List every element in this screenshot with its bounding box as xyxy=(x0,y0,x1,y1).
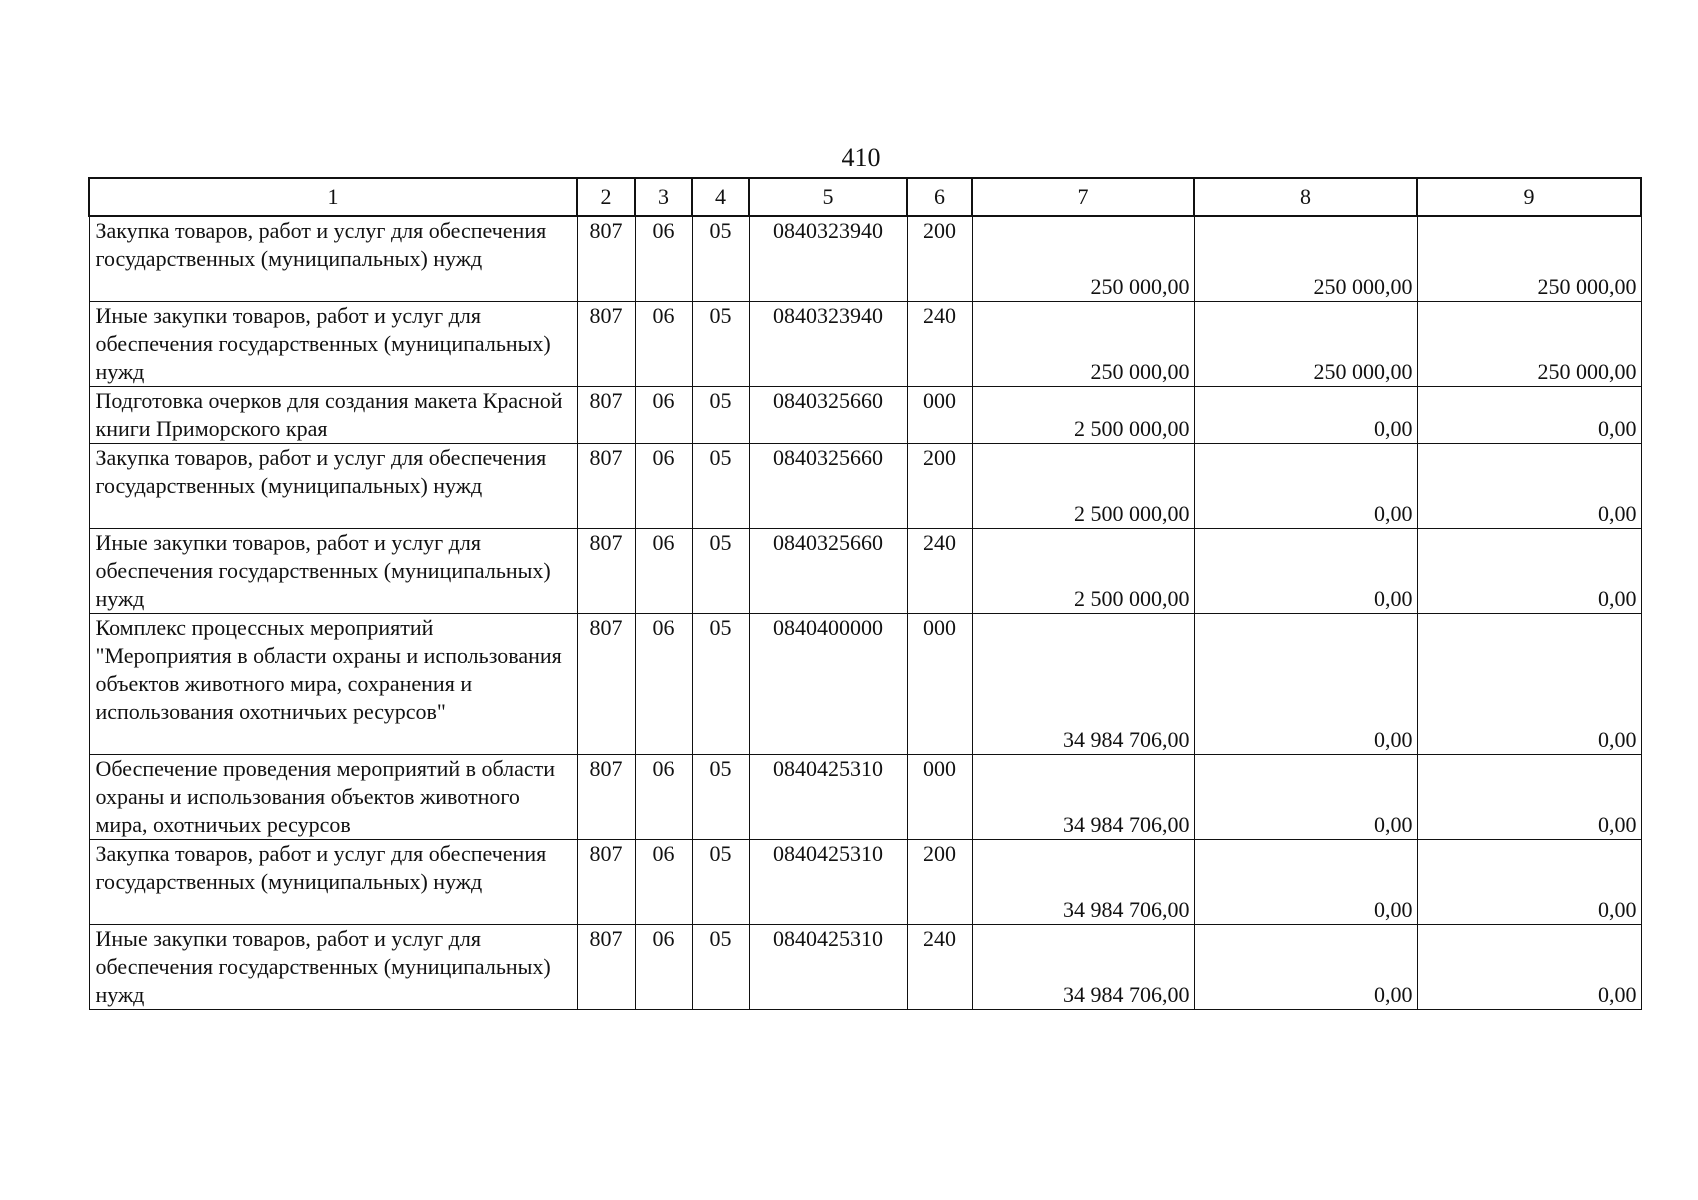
section-code: 06 xyxy=(635,925,692,1010)
expense-type-code: 200 xyxy=(907,216,972,302)
table-row xyxy=(89,529,1641,614)
column-header: 3 xyxy=(635,178,692,216)
section-code: 06 xyxy=(635,840,692,925)
target-article-code: 0840325660 xyxy=(749,529,907,614)
column-header: 6 xyxy=(907,178,972,216)
section-code: 06 xyxy=(635,216,692,302)
amount-col8: 0,00 xyxy=(1194,925,1417,1010)
expense-type-code: 000 xyxy=(907,387,972,444)
amount-col9: 0,00 xyxy=(1417,387,1641,444)
amount-col7: 34 984 706,00 xyxy=(972,925,1194,1010)
table-row xyxy=(89,302,1641,387)
amount-col9: 0,00 xyxy=(1417,755,1641,840)
budget-table xyxy=(88,177,1642,1010)
expense-type-code: 200 xyxy=(907,444,972,529)
amount-col9: 0,00 xyxy=(1417,529,1641,614)
table-row xyxy=(89,614,1641,755)
subsection-code: 05 xyxy=(692,614,749,755)
expense-type-code: 240 xyxy=(907,529,972,614)
amount-col7: 34 984 706,00 xyxy=(972,755,1194,840)
column-header: 4 xyxy=(692,178,749,216)
amount-col9: 0,00 xyxy=(1417,925,1641,1010)
amount-col9: 0,00 xyxy=(1417,614,1641,755)
amount-col8: 0,00 xyxy=(1194,755,1417,840)
subsection-code: 05 xyxy=(692,755,749,840)
target-article-code: 0840323940 xyxy=(749,216,907,302)
column-header: 7 xyxy=(972,178,1194,216)
column-header: 9 xyxy=(1417,178,1641,216)
column-header: 1 xyxy=(89,178,577,216)
amount-col8: 0,00 xyxy=(1194,614,1417,755)
subsection-code: 05 xyxy=(692,216,749,302)
section-code: 06 xyxy=(635,529,692,614)
amount-col9: 250 000,00 xyxy=(1417,302,1641,387)
subsection-code: 05 xyxy=(692,840,749,925)
subsection-code: 05 xyxy=(692,444,749,529)
amount-col8: 250 000,00 xyxy=(1194,216,1417,302)
column-header: 5 xyxy=(749,178,907,216)
expense-type-code: 000 xyxy=(907,755,972,840)
item-name: Закупка товаров, работ и услуг для обеспечения государственных (муниципальных) нужд xyxy=(89,840,577,925)
page-number: 410 xyxy=(841,143,881,172)
subsection-code: 05 xyxy=(692,925,749,1010)
section-code: 06 xyxy=(635,302,692,387)
section-code: 06 xyxy=(635,444,692,529)
section-code: 06 xyxy=(635,387,692,444)
ministry-code: 807 xyxy=(577,387,635,444)
expense-type-code: 000 xyxy=(907,614,972,755)
amount-col8: 0,00 xyxy=(1194,387,1417,444)
expense-type-code: 240 xyxy=(907,302,972,387)
item-name: Иные закупки товаров, работ и услуг для обеспечения государственных (муниципальных) нужд xyxy=(89,529,577,614)
item-name: Подготовка очерков для создания макета Красной книги Приморского края xyxy=(89,387,577,444)
ministry-code: 807 xyxy=(577,302,635,387)
amount-col7: 34 984 706,00 xyxy=(972,840,1194,925)
item-name: Иные закупки товаров, работ и услуг для обеспечения государственных (муниципальных) нужд xyxy=(89,925,577,1010)
subsection-code: 05 xyxy=(692,387,749,444)
target-article-code: 0840400000 xyxy=(749,614,907,755)
amount-col8: 0,00 xyxy=(1194,529,1417,614)
expense-type-code: 240 xyxy=(907,925,972,1010)
target-article-code: 0840425310 xyxy=(749,755,907,840)
table-row xyxy=(89,216,1641,302)
table-row xyxy=(89,840,1641,925)
table-row xyxy=(89,755,1641,840)
target-article-code: 0840325660 xyxy=(749,444,907,529)
subsection-code: 05 xyxy=(692,529,749,614)
amount-col8: 0,00 xyxy=(1194,444,1417,529)
amount-col9: 250 000,00 xyxy=(1417,216,1641,302)
amount-col9: 0,00 xyxy=(1417,444,1641,529)
target-article-code: 0840325660 xyxy=(749,387,907,444)
section-code: 06 xyxy=(635,614,692,755)
amount-col8: 0,00 xyxy=(1194,840,1417,925)
ministry-code: 807 xyxy=(577,840,635,925)
ministry-code: 807 xyxy=(577,755,635,840)
amount-col7: 2 500 000,00 xyxy=(972,387,1194,444)
table-row xyxy=(89,387,1641,444)
expense-type-code: 200 xyxy=(907,840,972,925)
item-name: Закупка товаров, работ и услуг для обеспечения государственных (муниципальных) нужд xyxy=(89,216,577,302)
table-row xyxy=(89,925,1641,1010)
ministry-code: 807 xyxy=(577,614,635,755)
column-header: 2 xyxy=(577,178,635,216)
target-article-code: 0840323940 xyxy=(749,302,907,387)
ministry-code: 807 xyxy=(577,529,635,614)
ministry-code: 807 xyxy=(577,925,635,1010)
ministry-code: 807 xyxy=(577,216,635,302)
table-row xyxy=(89,444,1641,529)
amount-col7: 250 000,00 xyxy=(972,216,1194,302)
item-name: Иные закупки товаров, работ и услуг для обеспечения государственных (муниципальных) нужд xyxy=(89,302,577,387)
amount-col9: 0,00 xyxy=(1417,840,1641,925)
column-header: 8 xyxy=(1194,178,1417,216)
amount-col7: 250 000,00 xyxy=(972,302,1194,387)
target-article-code: 0840425310 xyxy=(749,840,907,925)
amount-col7: 34 984 706,00 xyxy=(972,614,1194,755)
target-article-code: 0840425310 xyxy=(749,925,907,1010)
item-name: Закупка товаров, работ и услуг для обеспечения государственных (муниципальных) нужд xyxy=(89,444,577,529)
amount-col7: 2 500 000,00 xyxy=(972,529,1194,614)
item-name: Обеспечение проведения мероприятий в области охраны и использования объектов животного мира, охотничьих ресурсов xyxy=(89,755,577,840)
column-number-row xyxy=(89,178,1641,216)
amount-col8: 250 000,00 xyxy=(1194,302,1417,387)
section-code: 06 xyxy=(635,755,692,840)
ministry-code: 807 xyxy=(577,444,635,529)
subsection-code: 05 xyxy=(692,302,749,387)
item-name: Комплекс процессных мероприятий "Мероприятия в области охраны и использования объектов животного мира, сохранения и использования охотничьих ресурсов" xyxy=(89,614,577,755)
amount-col7: 2 500 000,00 xyxy=(972,444,1194,529)
